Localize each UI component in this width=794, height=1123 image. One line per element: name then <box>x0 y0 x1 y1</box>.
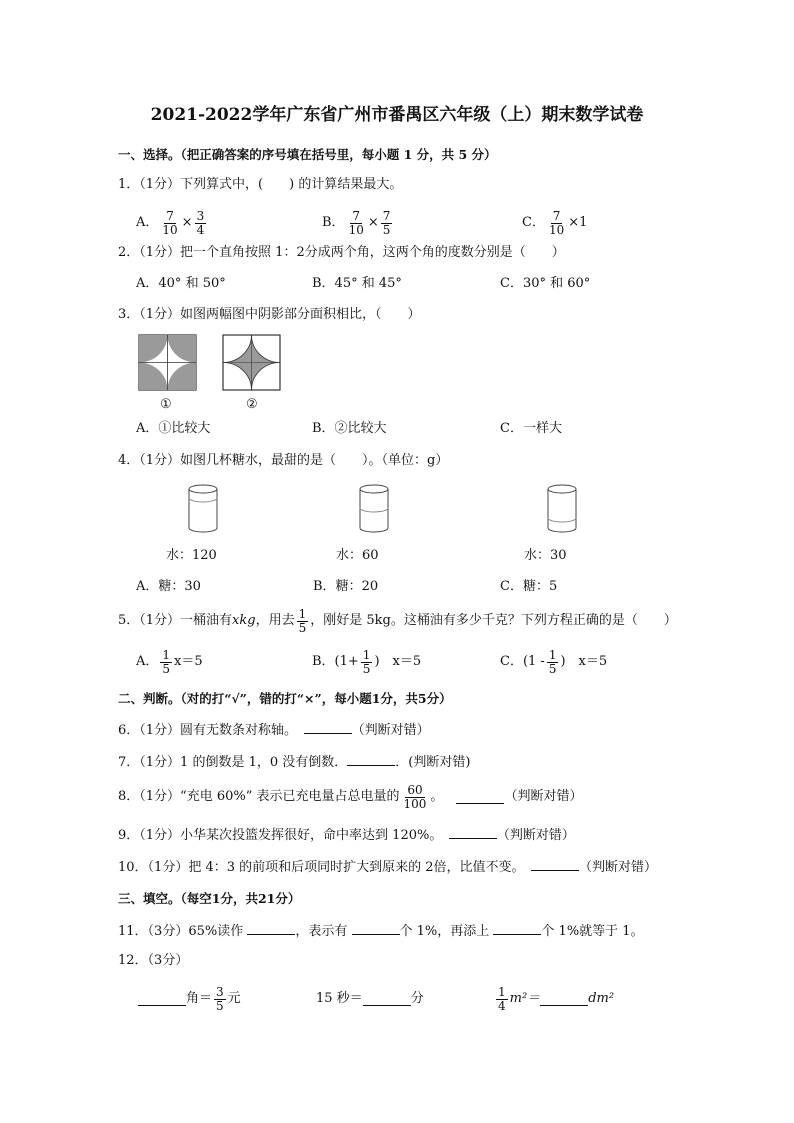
question-1-option-b[interactable] <box>322 206 394 240</box>
question-2-option-a[interactable]: A．40° 和 50° <box>136 276 226 291</box>
page-title: 2021-2022学年广东省广州市番禺区六年级（上）期末数学试卷 <box>150 105 644 125</box>
question-2-option-c[interactable]: C．30° 和 60° <box>500 276 591 291</box>
fraction: $\frac{3}{4}$ <box>196 208 205 237</box>
answer-blank[interactable] <box>456 791 504 804</box>
question-5-option-c[interactable]: C．(1 - $\frac{1}{5}$ ) x＝5 <box>500 647 608 676</box>
sugar-water-cup-icon <box>357 484 391 534</box>
answer-blank[interactable] <box>493 922 541 935</box>
operator: ×1 <box>568 215 588 230</box>
option-label: B． <box>322 215 345 230</box>
fraction: $\frac{7}{10}$ <box>348 208 364 237</box>
question-1-option-c[interactable] <box>522 206 587 240</box>
sugar-water-cup-icon <box>186 484 220 534</box>
answer-blank[interactable] <box>352 922 400 935</box>
question-2-option-b[interactable]: B．45° 和 45° <box>312 276 402 291</box>
question-9: 9．（1分）小华某次投篮发挥很好，命中率达到 120%。 （判断对错） <box>118 828 575 843</box>
figure-2-star-shape <box>222 334 282 392</box>
question-3-option-c[interactable]: C．一样大 <box>500 421 562 436</box>
question-4-option-a[interactable] <box>136 575 201 594</box>
question-8: 8．（1分）“充电 60%” 表示已充电量占总电量的 $\frac{60}{100}$ 。 （判断对错） <box>118 782 583 811</box>
section-judge-header: 二、判断。（对的打“√”，错的打“×”，每小题1分，共5分） <box>118 691 452 706</box>
cup-a-sugar: 糖：30 <box>158 579 201 594</box>
figure-1-quarter-circles <box>138 334 198 392</box>
option-label: C． <box>522 215 545 230</box>
sugar-water-cup-icon <box>545 484 579 534</box>
cup-c-sugar: 糖：5 <box>522 579 558 594</box>
cup-b-sugar: 糖：20 <box>335 579 379 594</box>
cup-b-water: 水：60 <box>336 548 379 563</box>
operator: × <box>367 215 379 230</box>
section-choice-header: 一、选择。（把正确答案的序号填在括号里，每小题 1 分，共 5 分） <box>118 147 497 162</box>
fraction: $\frac{3}{5}$ <box>216 984 224 1013</box>
answer-blank[interactable] <box>138 993 186 1006</box>
fraction: $\frac{1}{5}$ <box>362 647 371 676</box>
question-12-item-1: 角＝ $\frac{3}{5}$ 元 <box>138 982 241 1016</box>
question-5-option-b[interactable]: B．(1+ $\frac{1}{5}$ ) x＝5 <box>312 647 422 676</box>
question-4-option-c[interactable] <box>500 575 557 594</box>
question-5-option-a[interactable]: A． $\frac{1}{5}$ x＝5 <box>136 647 203 676</box>
answer-blank[interactable] <box>363 993 411 1006</box>
answer-blank[interactable] <box>247 922 295 935</box>
fraction: $\frac{1}{5}$ <box>298 606 307 635</box>
option-label: A． <box>136 215 159 230</box>
question-3-option-b[interactable]: B．②比较大 <box>312 421 387 436</box>
question-3-option-a[interactable]: A．①比较大 <box>136 421 211 436</box>
question-5-stem: 5．（1分）一桶油有 xkg ，用去 $\frac{1}{5}$ ，刚好是 5kg。这桶油有多少千克？下列方程正确的是（ ） <box>118 606 677 635</box>
question-3-stem: 3．（1分）如图两幅图中阴影部分面积相比，（ ） <box>118 307 421 322</box>
question-1-stem: 1．（1分）下列算式中，( ) 的计算结果最大。 <box>118 177 403 192</box>
question-11: 11．（3分）65%读作 ，表示有 个 1%，再添上 个 1%就等于 1。 <box>118 924 644 939</box>
question-12-stem: 12．（3分） <box>118 953 189 968</box>
figure-1-label: ① <box>160 397 172 412</box>
fraction: $\frac{1}{5}$ <box>162 647 171 676</box>
section-fill-header: 三、填空。（每空1分，共21分） <box>118 891 301 906</box>
question-4-option-b[interactable] <box>313 575 378 594</box>
question-6: 6．（1分）圆有无数条对称轴。 （判断对错） <box>118 723 430 738</box>
question-1-option-a[interactable] <box>136 206 208 240</box>
figure-2-label: ② <box>246 397 258 412</box>
cup-c-water: 水：30 <box>524 548 567 563</box>
question-10: 10．（1分）把 4：3 的前项和后项同时扩大到原来的 2倍，比值不变。 （判断对错） <box>118 860 658 875</box>
operator: × <box>181 215 193 230</box>
answer-blank[interactable] <box>531 858 579 871</box>
answer-blank[interactable] <box>449 826 497 839</box>
question-7: 7．（1分）1 的倒数是 1，0 没有倒数． ．(判断对错) <box>118 755 471 770</box>
fraction: $\frac{60}{100}$ <box>403 782 427 811</box>
option-label: C． <box>500 579 523 594</box>
answer-blank[interactable] <box>540 993 588 1006</box>
option-label: A． <box>136 579 159 594</box>
question-12-item-3: $\frac{1}{4}$ m²＝ dm² <box>498 984 615 1013</box>
fraction: $\frac{1}{5}$ <box>548 647 557 676</box>
fraction: $\frac{1}{4}$ <box>498 984 506 1013</box>
answer-blank[interactable] <box>347 753 395 766</box>
question-2-stem: 2．（1分）把一个直角按照 1：2分成两个角，这两个角的度数分别是（ ） <box>118 245 565 260</box>
fraction: $\frac{7}{5}$ <box>382 208 391 237</box>
fraction: $\frac{7}{10}$ <box>548 208 565 237</box>
question-4-stem: 4．（1分）如图几杯糖水，最甜的是（ ）。（单位：g） <box>118 453 449 468</box>
fraction: $\frac{7}{10}$ <box>162 208 178 237</box>
question-12-item-2: 15 秒＝ 分 <box>316 991 424 1006</box>
answer-blank[interactable] <box>304 721 352 734</box>
cup-a-water: 水：120 <box>166 548 217 563</box>
option-label: B． <box>313 579 336 594</box>
